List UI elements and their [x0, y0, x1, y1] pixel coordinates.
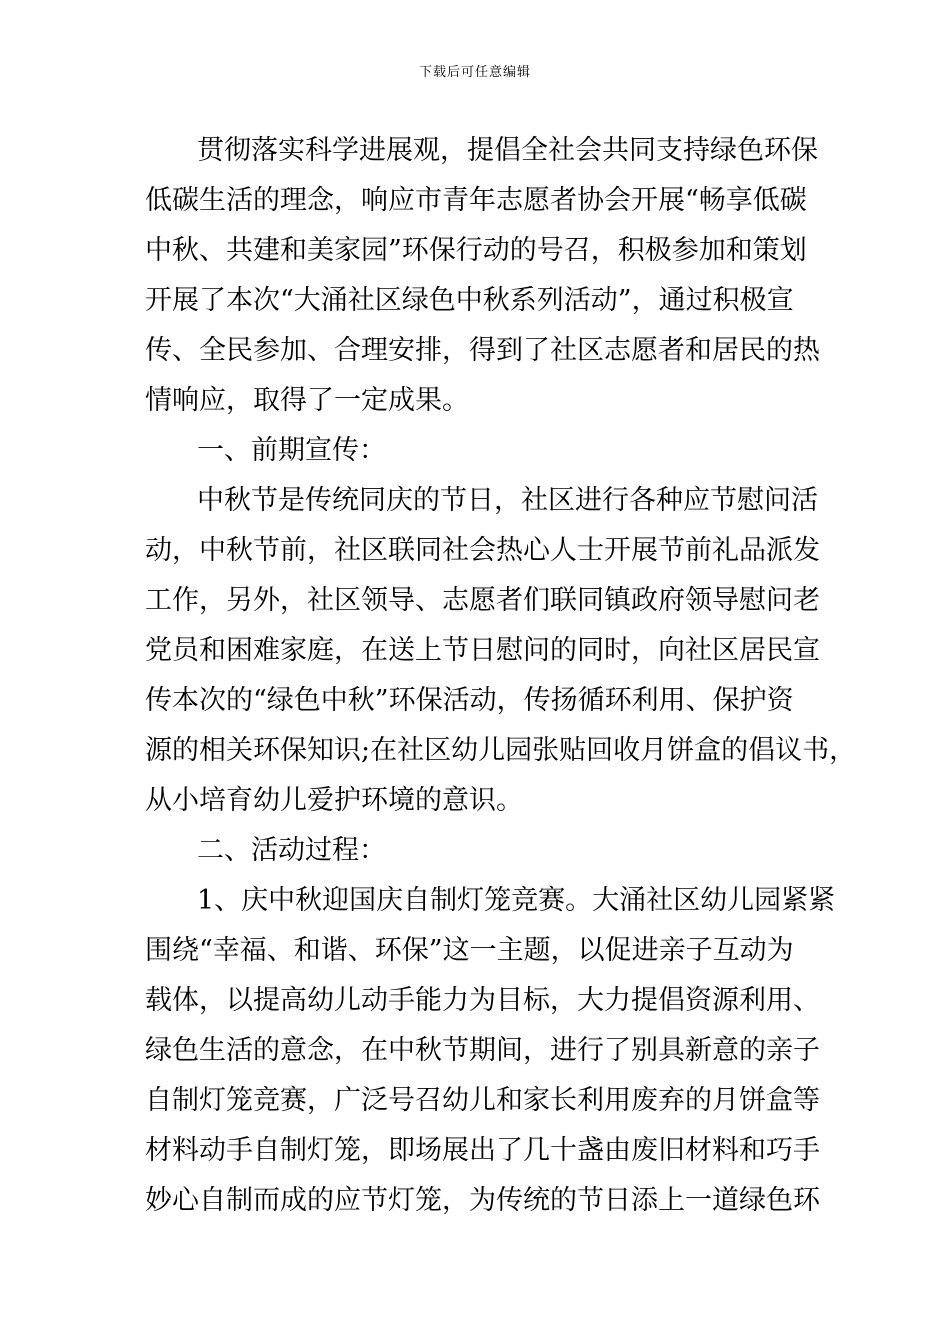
- text-line: 自制灯笼竞赛，广泛号召幼儿和家长利用废弃的月饼盒等: [145, 1085, 820, 1116]
- document-body: [145, 126, 857, 1226]
- text-line: 从小培育幼儿爱护环境的意识。: [145, 785, 523, 816]
- text-line: 传、全民参加、合理安排，得到了社区志愿者和居民的热: [145, 335, 820, 366]
- page-header-note: 下载后可任意编辑: [418, 65, 531, 80]
- section-heading: 一、前期宣传：: [197, 435, 386, 466]
- text-line: 党员和困难家庭，在送上节日慰问的同时，向社区居民宣: [145, 635, 820, 666]
- text-line: 动，中秋节前，社区联同社会热心人士开展节前礼品派发: [145, 535, 820, 566]
- text-line: 低碳生活的理念，响应市青年志愿者协会开展“畅享低碳: [145, 185, 807, 216]
- text-line: 开展了本次“大涌社区绿色中秋系列活动”，通过积极宣: [145, 285, 794, 316]
- text-line: 材料动手自制灯笼，即场展出了几十盏由废旧材料和巧手: [145, 1135, 820, 1166]
- text-line: 中秋、共建和美家园”环保行动的号召，积极参加和策划: [145, 235, 807, 266]
- text-line: 围绕“幸福、和谐、环保”这一主题，以促进亲子互动为: [145, 935, 794, 966]
- text-line: 载体，以提高幼儿动手能力为目标，大力提倡资源利用、: [145, 985, 820, 1016]
- text-line: 1、庆中秋迎国庆自制灯笼竞赛。大涌社区幼儿园紧紧: [197, 885, 836, 916]
- text-line: 工作，另外，社区领导、志愿者们联同镇政府领导慰问老: [145, 585, 820, 616]
- text-line: 中秋节是传统同庆的节日，社区进行各种应节慰问活: [197, 485, 818, 516]
- section-heading: 二、活动过程：: [197, 835, 386, 866]
- text-line: 情响应，取得了一定成果。: [145, 385, 469, 416]
- text-line: 传本次的“绿色中秋”环保活动，传扬循环利用、保护资: [145, 685, 794, 716]
- text-line: 贯彻落实科学进展观，提倡全社会共同支持绿色环保: [197, 135, 818, 166]
- text-line: 源的相关环保知识;在社区幼儿园张贴回收月饼盒的倡议书，: [145, 735, 857, 766]
- text-line: 妙心自制而成的应节灯笼，为传统的节日添上一道绿色环: [145, 1185, 820, 1216]
- text-line: 绿色生活的意念，在中秋节期间，进行了别具新意的亲子: [145, 1035, 820, 1066]
